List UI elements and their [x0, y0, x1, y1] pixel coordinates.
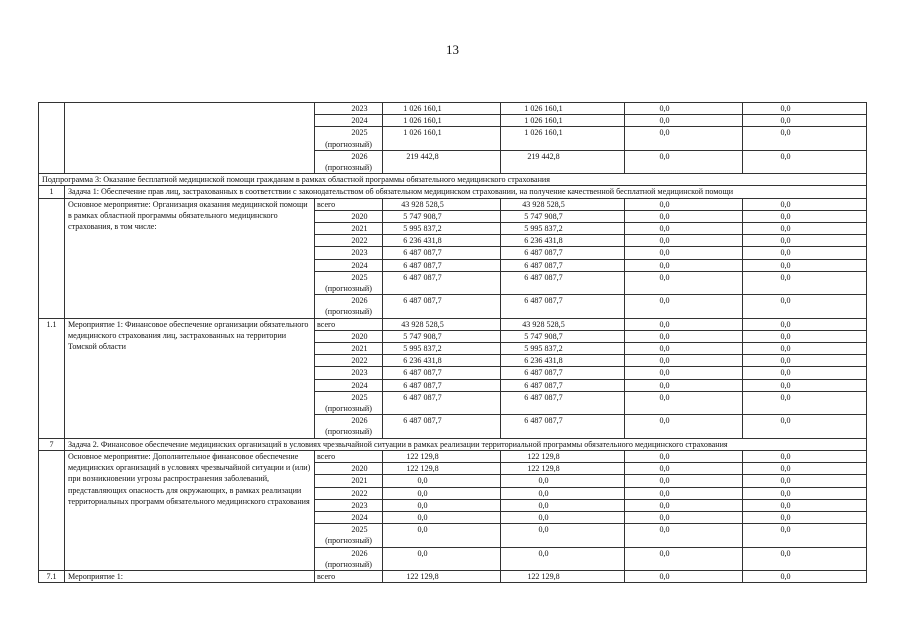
value-other1: 0,0 — [625, 524, 743, 547]
value-total: 0,0 — [383, 499, 501, 511]
year-cell — [315, 295, 383, 318]
value-budget: 6 487 087,7 — [501, 379, 625, 391]
value-other2: 0,0 — [743, 247, 867, 259]
budget-table — [38, 102, 867, 583]
year-cell — [315, 115, 383, 127]
value-other2: 0,0 — [743, 343, 867, 355]
value-other2: 0,0 — [743, 450, 867, 462]
value-other1: 0,0 — [625, 343, 743, 355]
year-cell — [315, 511, 383, 523]
value-budget: 6 487 087,7 — [501, 295, 625, 318]
row-number — [39, 198, 65, 318]
value-other1: 0,0 — [625, 450, 743, 462]
value-total: 6 487 087,7 — [383, 367, 501, 379]
year-label: 2024 — [351, 380, 368, 390]
value-other2: 0,0 — [743, 547, 867, 570]
year-label: 2022 — [351, 236, 368, 246]
year-label: 2025 — [351, 525, 368, 535]
value-other1: 0,0 — [625, 487, 743, 499]
row-description — [65, 103, 315, 174]
value-budget: 6 487 087,7 — [501, 259, 625, 271]
value-other1: 0,0 — [625, 103, 743, 115]
value-other2: 0,0 — [743, 210, 867, 222]
forecast-label: (прогнозный) — [325, 139, 372, 149]
value-total: 219 442,8 — [383, 150, 501, 173]
value-budget: 6 236 431,8 — [501, 355, 625, 367]
value-other2: 0,0 — [743, 271, 867, 294]
year-label: 2023 — [351, 248, 368, 258]
value-total: 6 487 087,7 — [383, 391, 501, 414]
value-budget: 6 487 087,7 — [501, 367, 625, 379]
forecast-label: (прогнозный) — [325, 536, 372, 546]
forecast-label: (прогнозный) — [325, 404, 372, 414]
value-budget: 0,0 — [501, 475, 625, 487]
value-total: 6 487 087,7 — [383, 295, 501, 318]
row-number: 7.1 — [39, 570, 65, 582]
task-row — [39, 186, 867, 198]
value-other1: 0,0 — [625, 115, 743, 127]
year-cell — [315, 235, 383, 247]
value-other1: 0,0 — [625, 127, 743, 150]
value-other1: 0,0 — [625, 318, 743, 330]
value-other1: 0,0 — [625, 547, 743, 570]
value-total: 6 487 087,7 — [383, 259, 501, 271]
value-other1: 0,0 — [625, 367, 743, 379]
year-cell — [315, 210, 383, 222]
subprogram-title: Подпрограмма 3: Оказание бесплатной медицинской помощи гражданам в рамках областной программы обязательного медицинского страхования — [39, 174, 867, 186]
year-cell — [315, 198, 383, 210]
year-label: 2023 — [351, 500, 368, 510]
year-label: 2020 — [351, 464, 368, 474]
table-row — [39, 450, 867, 462]
value-other1: 0,0 — [625, 570, 743, 582]
value-other1: 0,0 — [625, 235, 743, 247]
year-label: 2023 — [351, 368, 368, 378]
year-cell — [315, 379, 383, 391]
value-other1: 0,0 — [625, 379, 743, 391]
value-other2: 0,0 — [743, 391, 867, 414]
value-budget: 5 995 837,2 — [501, 343, 625, 355]
value-other2: 0,0 — [743, 330, 867, 342]
value-total: 43 928 528,5 — [383, 198, 501, 210]
value-budget: 6 487 087,7 — [501, 391, 625, 414]
task-number: 1 — [39, 186, 65, 198]
value-total: 1 026 160,1 — [383, 115, 501, 127]
value-other1: 0,0 — [625, 259, 743, 271]
value-budget: 1 026 160,1 — [501, 103, 625, 115]
forecast-label: (прогнозный) — [325, 559, 372, 569]
table-row — [39, 318, 867, 330]
year-cell — [315, 570, 383, 582]
task-number: 7 — [39, 438, 65, 450]
year-cell — [315, 150, 383, 173]
year-cell — [315, 499, 383, 511]
value-total: 122 129,8 — [383, 450, 501, 462]
table-row — [39, 570, 867, 582]
year-cell — [315, 367, 383, 379]
value-budget: 43 928 528,5 — [501, 198, 625, 210]
value-budget: 1 026 160,1 — [501, 115, 625, 127]
value-budget: 1 026 160,1 — [501, 127, 625, 150]
year-cell — [315, 415, 383, 438]
value-total: 5 747 908,7 — [383, 330, 501, 342]
year-cell — [315, 343, 383, 355]
value-other2: 0,0 — [743, 318, 867, 330]
value-total: 0,0 — [383, 547, 501, 570]
table-row — [39, 198, 867, 210]
value-budget: 0,0 — [501, 547, 625, 570]
value-total: 6 487 087,7 — [383, 415, 501, 438]
value-other1: 0,0 — [625, 415, 743, 438]
row-description: Мероприятие 1: — [65, 570, 315, 582]
task-row — [39, 438, 867, 450]
row-description: Основное мероприятие: Дополнительное финансовое обеспечение медицинских организаций в условиях чрезвычайной ситуации и (или) при возникновении угрозы распространения заболеваний, представляющих опасность для окружающих, в рамках реализации территориальных программ обязательного медицинского страхования — [65, 450, 315, 570]
value-budget: 0,0 — [501, 524, 625, 547]
task-text: Задача 2. Финансовое обеспечение медицинских организаций в условиях чрезвычайной ситуации в рамках реализации территориальной программы обязательного медицинского страхования — [65, 438, 867, 450]
subprogram-row — [39, 174, 867, 186]
forecast-label: (прогнозный) — [325, 307, 372, 317]
year-cell — [315, 330, 383, 342]
value-budget: 6 487 087,7 — [501, 271, 625, 294]
year-label: 2024 — [351, 512, 368, 522]
value-other1: 0,0 — [625, 355, 743, 367]
value-other2: 0,0 — [743, 259, 867, 271]
value-budget: 219 442,8 — [501, 150, 625, 173]
value-total: 5 995 837,2 — [383, 223, 501, 235]
year-cell — [315, 271, 383, 294]
value-other2: 0,0 — [743, 235, 867, 247]
value-other2: 0,0 — [743, 103, 867, 115]
row-number: 1.1 — [39, 318, 65, 438]
value-budget: 0,0 — [501, 499, 625, 511]
year-cell — [315, 223, 383, 235]
value-total: 0,0 — [383, 524, 501, 547]
year-label: 2023 — [351, 104, 368, 113]
year-label: 2025 — [351, 392, 368, 402]
value-other1: 0,0 — [625, 271, 743, 294]
table-body — [39, 103, 867, 583]
year-label: 2026 — [351, 416, 368, 426]
row-number — [39, 103, 65, 174]
value-total: 122 129,8 — [383, 463, 501, 475]
value-total: 1 026 160,1 — [383, 127, 501, 150]
value-other2: 0,0 — [743, 379, 867, 391]
value-other2: 0,0 — [743, 355, 867, 367]
year-cell — [315, 524, 383, 547]
value-other1: 0,0 — [625, 511, 743, 523]
value-budget: 122 129,8 — [501, 450, 625, 462]
year-label: всего — [317, 319, 336, 329]
value-other2: 0,0 — [743, 475, 867, 487]
year-label: всего — [317, 571, 336, 581]
value-budget: 6 487 087,7 — [501, 247, 625, 259]
year-label: 2026 — [351, 296, 368, 306]
value-other2: 0,0 — [743, 511, 867, 523]
value-budget: 0,0 — [501, 487, 625, 499]
table-row — [39, 103, 867, 115]
value-other1: 0,0 — [625, 391, 743, 414]
row-description: Основное мероприятие: Организация оказания медицинской помощи в рамках областной программы обязательного медицинского страхования, в том числе: — [65, 198, 315, 318]
year-label: всего — [317, 451, 336, 461]
value-budget: 0,0 — [501, 511, 625, 523]
value-other2: 0,0 — [743, 295, 867, 318]
value-other2: 0,0 — [743, 463, 867, 475]
value-budget: 5 747 908,7 — [501, 210, 625, 222]
year-cell — [315, 463, 383, 475]
value-budget: 6 487 087,7 — [501, 415, 625, 438]
value-other2: 0,0 — [743, 127, 867, 150]
value-other1: 0,0 — [625, 295, 743, 318]
value-other2: 0,0 — [743, 198, 867, 210]
year-label: 2020 — [351, 331, 368, 341]
value-total: 6 487 087,7 — [383, 379, 501, 391]
value-other1: 0,0 — [625, 330, 743, 342]
year-label: 2021 — [351, 224, 368, 234]
value-budget: 5 747 908,7 — [501, 330, 625, 342]
year-cell — [315, 318, 383, 330]
year-cell — [315, 103, 383, 115]
value-other1: 0,0 — [625, 198, 743, 210]
value-total: 1 026 160,1 — [383, 103, 501, 115]
value-other1: 0,0 — [625, 475, 743, 487]
value-other2: 0,0 — [743, 223, 867, 235]
row-number — [39, 450, 65, 570]
value-other2: 0,0 — [743, 367, 867, 379]
value-total: 0,0 — [383, 475, 501, 487]
value-budget: 6 236 431,8 — [501, 235, 625, 247]
value-total: 122 129,8 — [383, 570, 501, 582]
value-other2: 0,0 — [743, 524, 867, 547]
year-label: 2022 — [351, 488, 368, 498]
value-total: 6 236 431,8 — [383, 355, 501, 367]
row-description: Мероприятие 1: Финансовое обеспечение организации обязательного медицинского страхования лиц, застрахованных на территории Томской области — [65, 318, 315, 438]
forecast-label: (прогнозный) — [325, 163, 372, 173]
year-label: 2021 — [351, 476, 368, 486]
year-label: 2024 — [351, 260, 368, 270]
year-label: всего — [317, 199, 336, 209]
value-total: 5 995 837,2 — [383, 343, 501, 355]
year-cell — [315, 547, 383, 570]
value-other2: 0,0 — [743, 487, 867, 499]
value-other2: 0,0 — [743, 415, 867, 438]
value-budget: 43 928 528,5 — [501, 318, 625, 330]
value-budget: 122 129,8 — [501, 463, 625, 475]
value-other1: 0,0 — [625, 223, 743, 235]
value-other1: 0,0 — [625, 247, 743, 259]
year-label: 2020 — [351, 211, 368, 221]
year-cell — [315, 391, 383, 414]
value-total: 6 236 431,8 — [383, 235, 501, 247]
year-label: 2025 — [351, 128, 368, 138]
value-other2: 0,0 — [743, 499, 867, 511]
value-total: 0,0 — [383, 511, 501, 523]
year-cell — [315, 355, 383, 367]
value-total: 6 487 087,7 — [383, 271, 501, 294]
value-total: 6 487 087,7 — [383, 247, 501, 259]
year-cell — [315, 487, 383, 499]
year-cell — [315, 450, 383, 462]
year-cell — [315, 259, 383, 271]
value-total: 43 928 528,5 — [383, 318, 501, 330]
value-total: 5 747 908,7 — [383, 210, 501, 222]
page-number: 13 — [446, 42, 459, 57]
value-other1: 0,0 — [625, 150, 743, 173]
year-cell — [315, 247, 383, 259]
year-label: 2026 — [351, 151, 368, 161]
value-other1: 0,0 — [625, 210, 743, 222]
value-other2: 0,0 — [743, 570, 867, 582]
value-budget: 122 129,8 — [501, 570, 625, 582]
forecast-label: (прогнозный) — [325, 427, 372, 437]
year-label: 2026 — [351, 548, 368, 558]
value-other2: 0,0 — [743, 115, 867, 127]
year-label: 2025 — [351, 272, 368, 282]
forecast-label: (прогнозный) — [325, 284, 372, 294]
year-label: 2021 — [351, 344, 368, 354]
value-budget: 5 995 837,2 — [501, 223, 625, 235]
year-cell — [315, 127, 383, 150]
value-other1: 0,0 — [625, 463, 743, 475]
year-cell — [315, 475, 383, 487]
year-label: 2024 — [351, 116, 368, 126]
value-other1: 0,0 — [625, 499, 743, 511]
task-text: Задача 1: Обеспечение прав лиц, застрахованных в соответствии с законодательством об обязательном медицинском страховании, на получение качественной бесплатной медицинской помощи — [65, 186, 867, 198]
value-other2: 0,0 — [743, 150, 867, 173]
year-label: 2022 — [351, 356, 368, 366]
value-total: 0,0 — [383, 487, 501, 499]
